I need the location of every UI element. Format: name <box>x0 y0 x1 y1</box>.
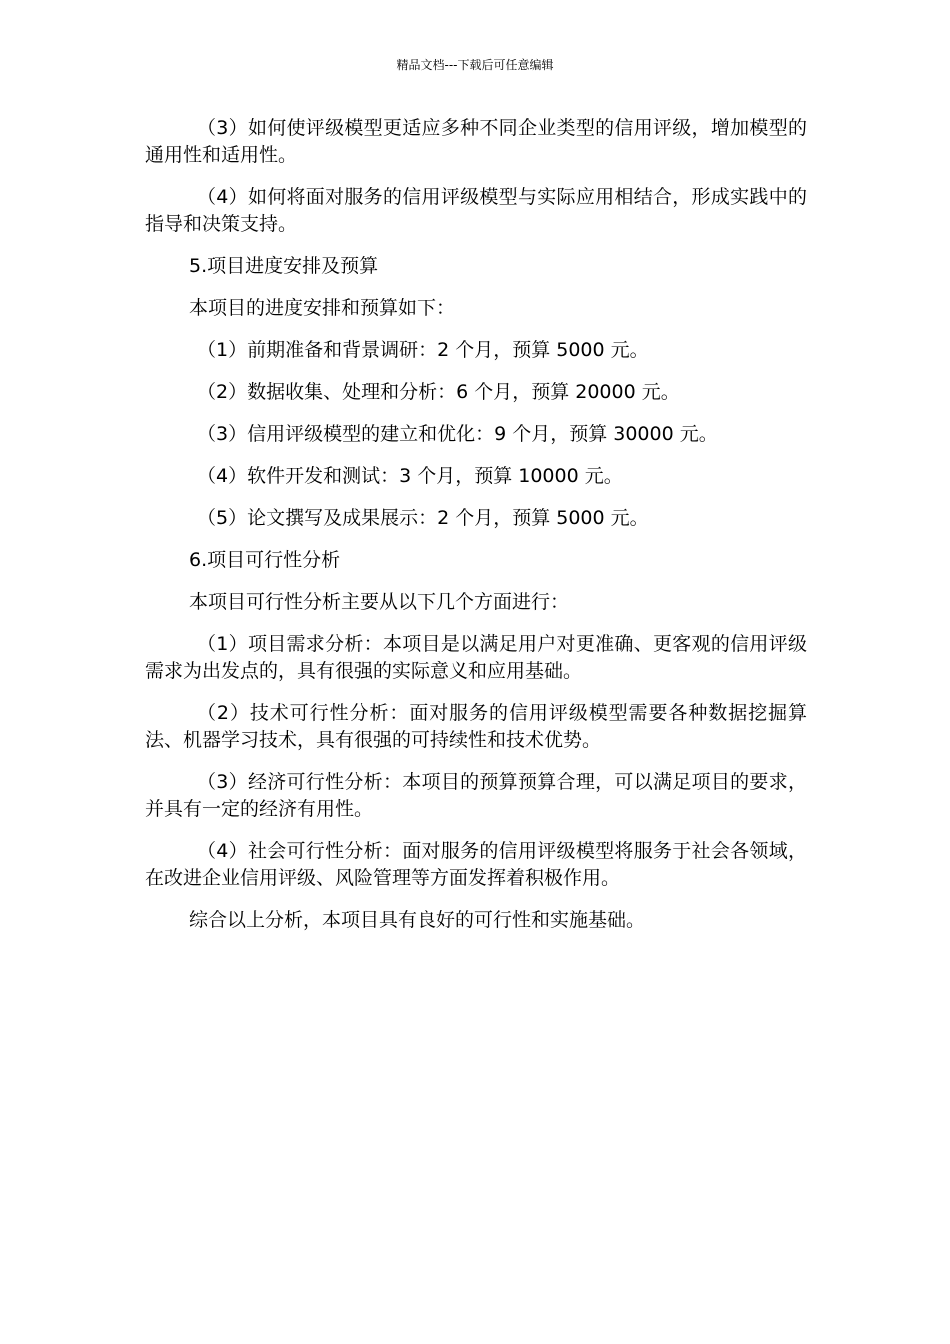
feasibility-item-4: （4）社会可行性分析：面对服务的信用评级模型将服务于社会各领域，在改进企业信用评级、风险管理等方面发挥着积极作用。 <box>145 840 807 889</box>
paragraph-schedule-intro: 本项目的进度安排和预算如下： <box>189 297 456 319</box>
feasibility-item-2: （2）技术可行性分析：面对服务的信用评级模型需要各种数据挖掘算法、机器学习技术，具有很强的可持续性和技术优势。 <box>145 702 807 751</box>
section-heading-feasibility: 6.项目可行性分析 <box>189 549 341 571</box>
schedule-item-3: （3）信用评级模型的建立和优化：9 个月，预算 30000 元。 <box>197 423 718 445</box>
feasibility-item-1: （1）项目需求分析：本项目是以满足用户对更准确、更客观的信用评级需求为出发点的，具有很强的实际意义和应用基础。 <box>145 633 807 682</box>
document-body <box>145 115 807 934</box>
paragraph-conclusion: 综合以上分析，本项目具有良好的可行性和实施基础。 <box>189 909 646 931</box>
paragraph-question-4: （4）如何将面对服务的信用评级模型与实际应用相结合，形成实践中的指导和决策支持。 <box>145 186 807 235</box>
paragraph-feasibility-intro: 本项目可行性分析主要从以下几个方面进行： <box>189 591 570 613</box>
schedule-item-1: （1）前期准备和背景调研：2 个月，预算 5000 元。 <box>197 339 649 361</box>
schedule-item-5: （5）论文撰写及成果展示：2 个月，预算 5000 元。 <box>197 507 649 529</box>
schedule-item-2: （2）数据收集、处理和分析：6 个月，预算 20000 元。 <box>197 381 680 403</box>
section-heading-schedule: 5.项目进度安排及预算 <box>189 255 379 277</box>
page-header: 精品文档---下载后可任意编辑 <box>396 58 554 72</box>
paragraph-question-3: （3）如何使评级模型更适应多种不同企业类型的信用评级，增加模型的通用性和适用性。 <box>145 117 807 166</box>
feasibility-item-3: （3）经济可行性分析：本项目的预算预算合理，可以满足项目的要求，并具有一定的经济有用性。 <box>145 771 807 820</box>
schedule-item-4: （4）软件开发和测试：3 个月，预算 10000 元。 <box>197 465 623 487</box>
